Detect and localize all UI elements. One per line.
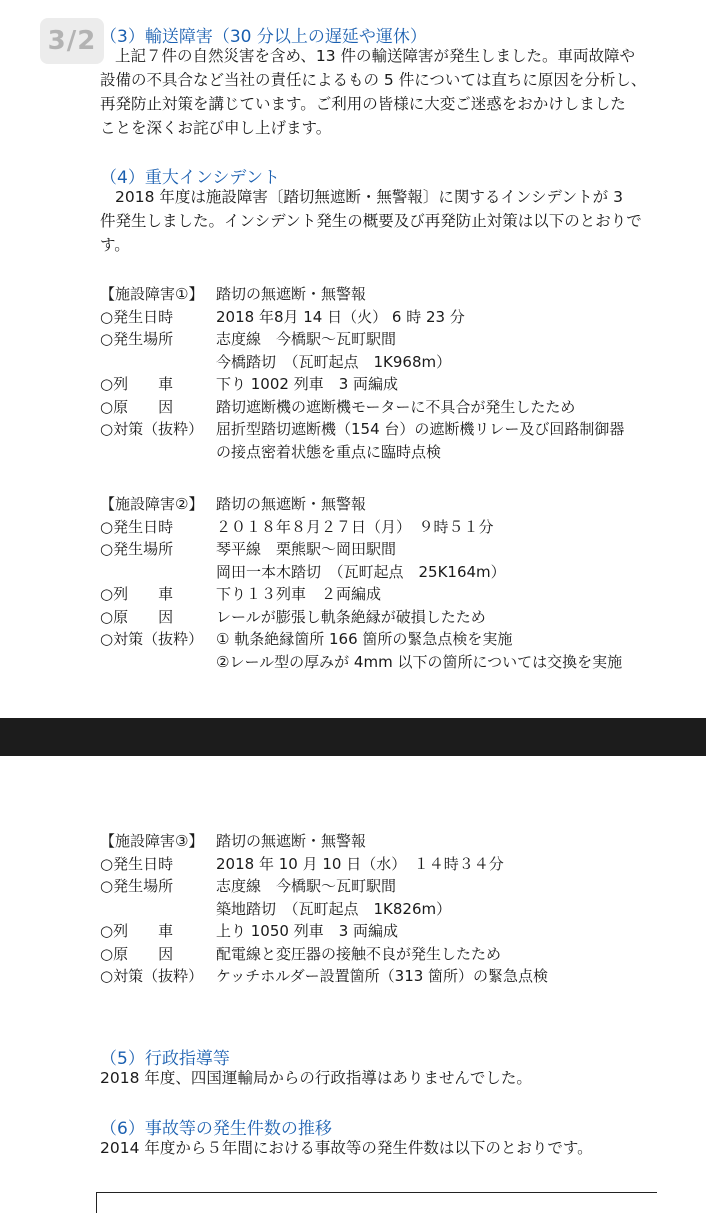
- record-row: [100, 606, 660, 629]
- row-value: 踏切遮断機の遮断機モーターに不具合が発生したため: [216, 397, 576, 416]
- record-row: [100, 830, 660, 853]
- section3-line-4: ことを深くお詫び申し上げます。: [100, 119, 332, 137]
- record-row: [100, 351, 660, 374]
- row-label: ○列 車: [100, 375, 174, 393]
- row-value: 配電線と変圧器の接触不良が発生したため: [216, 944, 502, 963]
- section4-line-3: す。: [100, 236, 130, 254]
- record-row: [100, 418, 660, 441]
- row-value: 屈折型踏切遮断機（154 台）の遮断機リレー及び回路制御器: [216, 420, 625, 438]
- row-label: 【施設障害②】: [100, 495, 204, 513]
- section4-line-1: 2018 年度は施設障害〔踏切無遮断・無警報〕に関するインシデントが 3: [115, 188, 623, 206]
- row-value: 下り 1002 列車 3 両編成: [216, 375, 399, 393]
- row-value: 踏切の無遮断・無警報: [216, 832, 367, 850]
- section3-line-2: 設備の不具合など当社の責任によるもの 5 件については直ちに原因を分析し、: [100, 71, 647, 89]
- row-value: 志度線 今橋駅～瓦町駅間: [216, 877, 397, 895]
- section6-text: 2014 年度から５年間における事故等の発生件数は以下のとおりです。: [100, 1139, 593, 1157]
- record-row: [100, 875, 660, 898]
- record-row: [100, 538, 660, 561]
- row-label: ○原 因: [100, 607, 174, 626]
- record-row: [100, 373, 660, 396]
- row-value: 下り１３列車 ２両編成: [216, 585, 382, 603]
- page-separator: [0, 718, 706, 756]
- row-label: ○原 因: [100, 397, 174, 416]
- record-row: [100, 306, 660, 329]
- section5-heading: （5）行政指導等: [100, 1049, 230, 1069]
- section4-heading: （4）重大インシデント: [100, 168, 281, 188]
- row-label: ○対策（抜粋）: [100, 630, 204, 648]
- section5-text: 2018 年度、四国運輸局からの行政指導はありませんでした。: [100, 1069, 532, 1087]
- row-value: ① 軌条絶縁箇所 166 箇所の緊急点検を実施: [216, 630, 513, 648]
- record-row: [100, 561, 660, 584]
- row-value: ケッチホルダー設置箇所（313 箇所）の緊急点検: [216, 967, 549, 985]
- table-top-edge: [96, 1192, 657, 1213]
- row-label: ○発生場所: [100, 330, 174, 348]
- row-label: ○発生場所: [100, 540, 174, 558]
- row-label: ○原 因: [100, 944, 174, 963]
- record-row: [100, 965, 660, 988]
- record-row: [100, 628, 660, 651]
- row-value: 2018 年 10 月 10 日（水） １４時３４分: [216, 854, 504, 873]
- record-row: [100, 283, 660, 306]
- section3-line-3: 再発防止対策を講じています。ご利用の皆様に大変ご迷惑をおかけしました: [100, 95, 626, 113]
- record-row: [100, 396, 660, 419]
- row-label: ○発生日時: [100, 517, 174, 536]
- row-label: ○発生日時: [100, 854, 174, 873]
- row-label: ○列 車: [100, 922, 174, 940]
- record-row: [100, 516, 660, 539]
- section3-line-1: 上記７件の自然災害を含め、13 件の輸送障害が発生しました。車両故障や: [115, 47, 636, 65]
- row-value: 踏切の無遮断・無警報: [216, 495, 367, 513]
- row-label: 【施設障害①】: [100, 285, 204, 303]
- row-value: 志度線 今橋駅～瓦町駅間: [216, 330, 397, 348]
- row-value: 上り 1050 列車 3 両編成: [216, 922, 399, 940]
- row-value: 今橋踏切 （瓦町起点 1K968m）: [216, 352, 452, 371]
- row-label: ○対策（抜粋）: [100, 420, 204, 438]
- incident-1-record: [100, 283, 660, 463]
- row-value: ②レール型の厚みが 4mm 以下の箇所については交換を実施: [216, 652, 623, 671]
- page-indicator: 3/2: [40, 18, 104, 64]
- row-label: ○列 車: [100, 585, 174, 603]
- row-label: ○発生日時: [100, 307, 174, 326]
- section6-heading: （6）事故等の発生件数の推移: [100, 1119, 332, 1139]
- record-row: [100, 853, 660, 876]
- record-row: [100, 943, 660, 966]
- row-value: レールが膨張し軌条絶縁が破損したため: [216, 607, 486, 626]
- row-value: 踏切の無遮断・無警報: [216, 285, 367, 303]
- incident-3-record: [100, 830, 660, 988]
- row-label: ○発生場所: [100, 877, 174, 895]
- row-value: 琴平線 栗熊駅～岡田駅間: [216, 540, 397, 558]
- record-row: [100, 920, 660, 943]
- row-value: 岡田一本木踏切 （瓦町起点 25K164m）: [216, 562, 506, 581]
- record-row: [100, 328, 660, 351]
- row-value: の接点密着状態を重点に臨時点検: [216, 442, 442, 461]
- record-row: [100, 651, 660, 674]
- record-row: [100, 898, 660, 921]
- row-value: ２０１８年８月２７日（月） ９時５１分: [216, 517, 494, 536]
- section3-heading: （3）輸送障害（30 分以上の遅延や運休）: [100, 27, 427, 47]
- record-row: [100, 583, 660, 606]
- record-row: [100, 493, 660, 516]
- section4-line-2: 件発生しました。インシデント発生の概要及び再発防止対策は以下のとおりで: [100, 212, 642, 230]
- row-value: 築地踏切 （瓦町起点 1K826m）: [216, 899, 452, 918]
- incident-2-record: [100, 493, 660, 673]
- record-row: [100, 441, 660, 464]
- row-label: 【施設障害③】: [100, 832, 204, 850]
- document-page-bottom: [0, 756, 706, 1200]
- row-value: 2018 年8月 14 日（火） 6 時 23 分: [216, 307, 465, 326]
- row-label: ○対策（抜粋）: [100, 967, 204, 985]
